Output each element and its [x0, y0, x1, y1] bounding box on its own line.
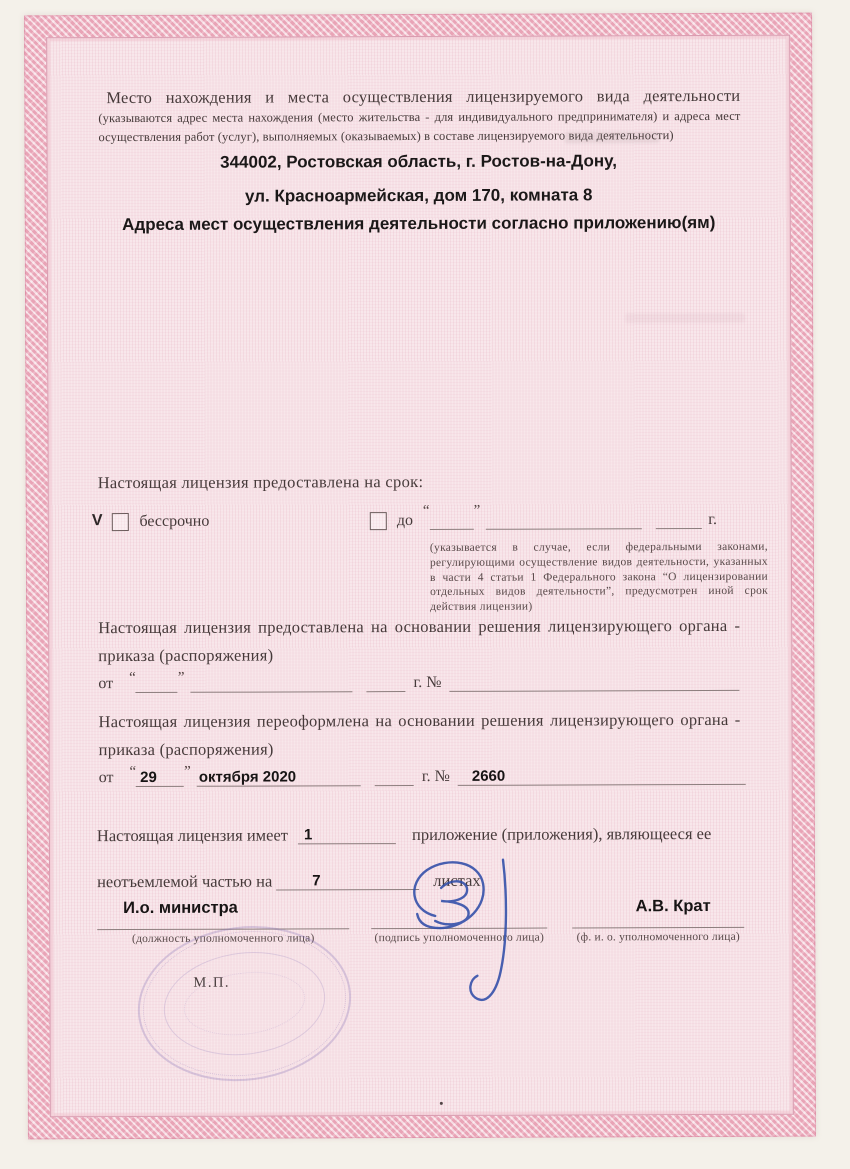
reissued-day-blank	[136, 768, 184, 787]
reissued-number-blank	[458, 766, 746, 786]
location-heading-note: (указываются адрес места нахождения (место жительства - для индивидуального предпринимателя) и адреса мест осуществления работ (услуг), выполняемых (оказываемых) в составе лицензируемого вида деятельности)	[98, 108, 741, 145]
signatory-position-value: И.о. министра	[97, 898, 349, 930]
granted-month-blank	[190, 673, 352, 693]
reissued-year-blank	[375, 767, 414, 786]
granted-text-line1: Настоящая лицензия предоставлена на основании решения лицензирующего органа -	[98, 615, 741, 638]
quote-close: ”	[184, 763, 191, 780]
address-line-2: ул. Красноармейская, дом 170, комната 8	[244, 185, 593, 206]
attachments-count-value: 1	[303, 826, 313, 844]
quote-open: “	[129, 763, 137, 781]
address-line-3: Адреса мест осуществления деятельности согласно приложению(ям)	[122, 212, 716, 235]
reissued-number-value: 2660	[471, 767, 506, 785]
quote-open: “	[129, 669, 136, 687]
signatory-name-caption: (ф. и. о. уполномоченного лица)	[576, 930, 740, 944]
reissued-day-value: 29	[140, 768, 157, 786]
granted-year-blank	[366, 673, 405, 692]
until-day-blank	[430, 511, 474, 530]
granted-number-label: г. №	[413, 674, 442, 692]
reissued-text-line1: Настоящая лицензия переоформлена на основании решения лицензирующего органа -	[98, 709, 741, 732]
attachments-prefix: Настоящая лицензия имеет	[96, 825, 289, 845]
quote-open: “	[422, 502, 430, 519]
address-block	[79, 151, 759, 235]
sheets-count-value: 7	[312, 872, 321, 890]
reissued-from-label: от	[98, 769, 114, 787]
until-date-blank	[486, 510, 642, 530]
sheets-prefix: неотъемлемой частью на	[97, 871, 273, 891]
reissued-date-row	[99, 763, 746, 787]
reissued-month-blank	[197, 767, 361, 787]
attachments-suffix: приложение (приложения), являющееся ее	[411, 823, 712, 844]
quote-close: ”	[473, 502, 481, 519]
granted-number-blank	[449, 672, 739, 692]
scan-speck	[440, 1102, 443, 1105]
attachments-row-2	[97, 866, 481, 891]
granted-from-label: от	[98, 675, 114, 693]
until-checkbox	[370, 512, 387, 530]
location-heading-title: Место нахождения и места осуществления лицензируемого вида деятельности	[106, 85, 741, 108]
until-year-suffix: г.	[708, 511, 718, 529]
quote-close: ”	[177, 669, 185, 686]
reissued-month-year-value: октября 2020	[198, 768, 297, 786]
reissued-text-line2: приказа (распоряжения)	[98, 739, 274, 760]
until-year-blank	[656, 510, 702, 529]
license-certificate-sheet	[24, 13, 816, 1140]
stamp-place-label: М.П.	[193, 974, 231, 991]
term-section-label: Настоящая лицензия предоставлена на срок:	[97, 471, 424, 493]
signature-column	[371, 898, 547, 945]
attachments-count-blank	[298, 825, 396, 844]
sheets-count-blank	[276, 871, 419, 890]
until-option-row	[370, 503, 717, 530]
term-footnote: (указывается в случае, если федеральными законами, регулирующими осуществление видов деятельности, указанных в части 4 статьи 1 Федерального закона “О лицензировании отдельных видов деятельности”, предусмотрен иной срок действия лицензии)	[429, 540, 769, 614]
sheets-suffix: листах	[433, 870, 481, 890]
granted-date-row	[98, 669, 739, 693]
stamp-inner-ring	[158, 943, 332, 1064]
checkmark: V	[91, 512, 103, 530]
signatory-name-column	[572, 897, 744, 944]
reissued-number-label: г. №	[421, 768, 450, 786]
signature-line	[371, 898, 547, 930]
granted-day-blank	[136, 674, 178, 693]
signature-caption: (подпись уполномоченного лица)	[374, 931, 545, 945]
signatory-name-value: А.В. Крат	[572, 897, 744, 929]
signatory-position-column	[97, 898, 349, 945]
certificate-content	[24, 13, 816, 1140]
granted-text-line2: приказа (распоряжения)	[98, 645, 274, 666]
perpetual-option-row	[92, 507, 210, 531]
perpetual-label: бессрочно	[139, 513, 210, 531]
until-label: до	[396, 512, 413, 530]
attachments-row-1	[97, 819, 712, 845]
signatory-position-caption: (должность уполномоченного лица)	[132, 932, 315, 946]
perpetual-checkbox	[111, 513, 128, 531]
address-line-1: 344002, Ростовская область, г. Ростов-на-Дону,	[220, 151, 618, 172]
location-heading	[98, 87, 740, 147]
scan-artifact	[625, 313, 745, 323]
